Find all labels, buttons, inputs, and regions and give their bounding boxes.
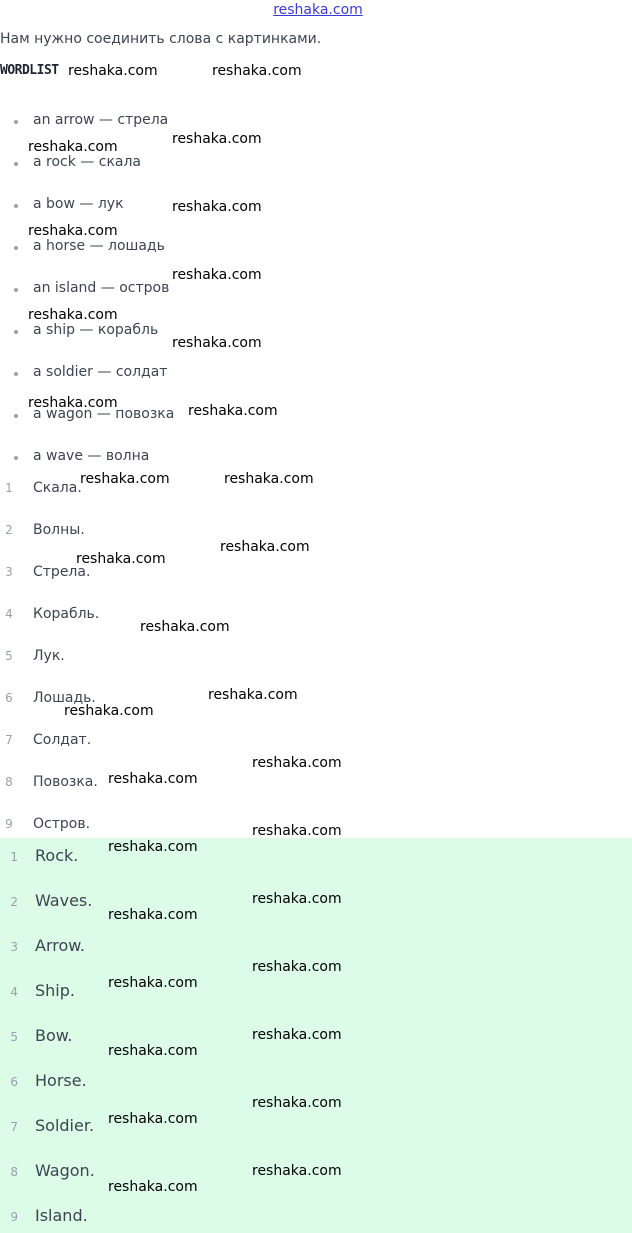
watermark: reshaka.com — [80, 471, 170, 487]
watermark: reshaka.com — [212, 63, 302, 79]
list-item: 7 Солдат. — [5, 732, 92, 748]
answer-item: 7 Soldier. — [10, 1116, 95, 1135]
watermark: reshaka.com — [252, 891, 342, 907]
list-item: 5 Лук. — [5, 648, 65, 664]
watermark: reshaka.com — [252, 1027, 342, 1043]
answer-item: 1 Rock. — [10, 846, 79, 865]
watermark: reshaka.com — [172, 335, 262, 351]
watermark: reshaka.com — [252, 755, 342, 771]
list-item: 8 Повозка. — [5, 774, 98, 790]
answer-item: 8 Wagon. — [10, 1161, 95, 1180]
wordlist-item: an arrow — стрела — [14, 112, 168, 128]
answer-item: 9 Island. — [10, 1206, 88, 1225]
list-item: 3 Стрела. — [5, 564, 91, 580]
list-item: 1 Скала. — [5, 480, 82, 496]
list-item: 6 Лошадь. — [5, 690, 96, 706]
watermark: reshaka.com — [108, 907, 198, 923]
answer-item: 4 Ship. — [10, 981, 75, 1000]
wordlist-item: a soldier — солдат — [14, 364, 167, 380]
watermark: reshaka.com — [172, 199, 262, 215]
watermark: reshaka.com — [172, 131, 262, 147]
watermark: reshaka.com — [188, 403, 278, 419]
intro-text: Нам нужно соединить слова с картинками. — [0, 31, 322, 47]
wordlist-title: WORDLIST — [0, 63, 59, 78]
answer-item: 2 Waves. — [10, 891, 93, 910]
answer-item: 3 Arrow. — [10, 936, 85, 955]
wordlist-item: a bow — лук — [14, 196, 124, 212]
watermark: reshaka.com — [28, 395, 118, 411]
wordlist-item: an island — остров — [14, 280, 169, 296]
watermark: reshaka.com — [252, 823, 342, 839]
wordlist-item: a wave — волна — [14, 448, 149, 464]
list-item: 9 Остров. — [5, 816, 91, 832]
wordlist-item: a horse — лошадь — [14, 238, 165, 254]
watermark: reshaka.com — [76, 551, 166, 567]
watermark: reshaka.com — [28, 307, 118, 323]
watermark: reshaka.com — [224, 471, 314, 487]
watermark: reshaka.com — [64, 703, 154, 719]
watermark: reshaka.com — [172, 267, 262, 283]
list-item: 2 Волны. — [5, 522, 85, 538]
watermark: reshaka.com — [108, 771, 198, 787]
answer-item: 6 Horse. — [10, 1071, 87, 1090]
list-item: 4 Корабль. — [5, 606, 100, 622]
answer-item: 5 Bow. — [10, 1026, 73, 1045]
watermark: reshaka.com — [108, 1111, 198, 1127]
watermark: reshaka.com — [28, 139, 118, 155]
watermark: reshaka.com — [140, 619, 230, 635]
watermark: reshaka.com — [220, 539, 310, 555]
wordlist-item: a wagon — повозка — [14, 406, 174, 422]
watermark: reshaka.com — [28, 223, 118, 239]
watermark: reshaka.com — [208, 687, 298, 703]
watermark: reshaka.com — [108, 1043, 198, 1059]
watermark: reshaka.com — [252, 1095, 342, 1111]
wordlist-item: a rock — скала — [14, 154, 141, 170]
watermark: reshaka.com — [108, 975, 198, 991]
watermark: reshaka.com — [68, 63, 158, 79]
watermark: reshaka.com — [252, 959, 342, 975]
watermark: reshaka.com — [108, 1179, 198, 1195]
watermark: reshaka.com — [108, 839, 198, 855]
watermark: reshaka.com — [252, 1163, 342, 1179]
site-link[interactable]: reshaka.com — [273, 2, 363, 18]
wordlist-item: a ship — корабль — [14, 322, 158, 338]
